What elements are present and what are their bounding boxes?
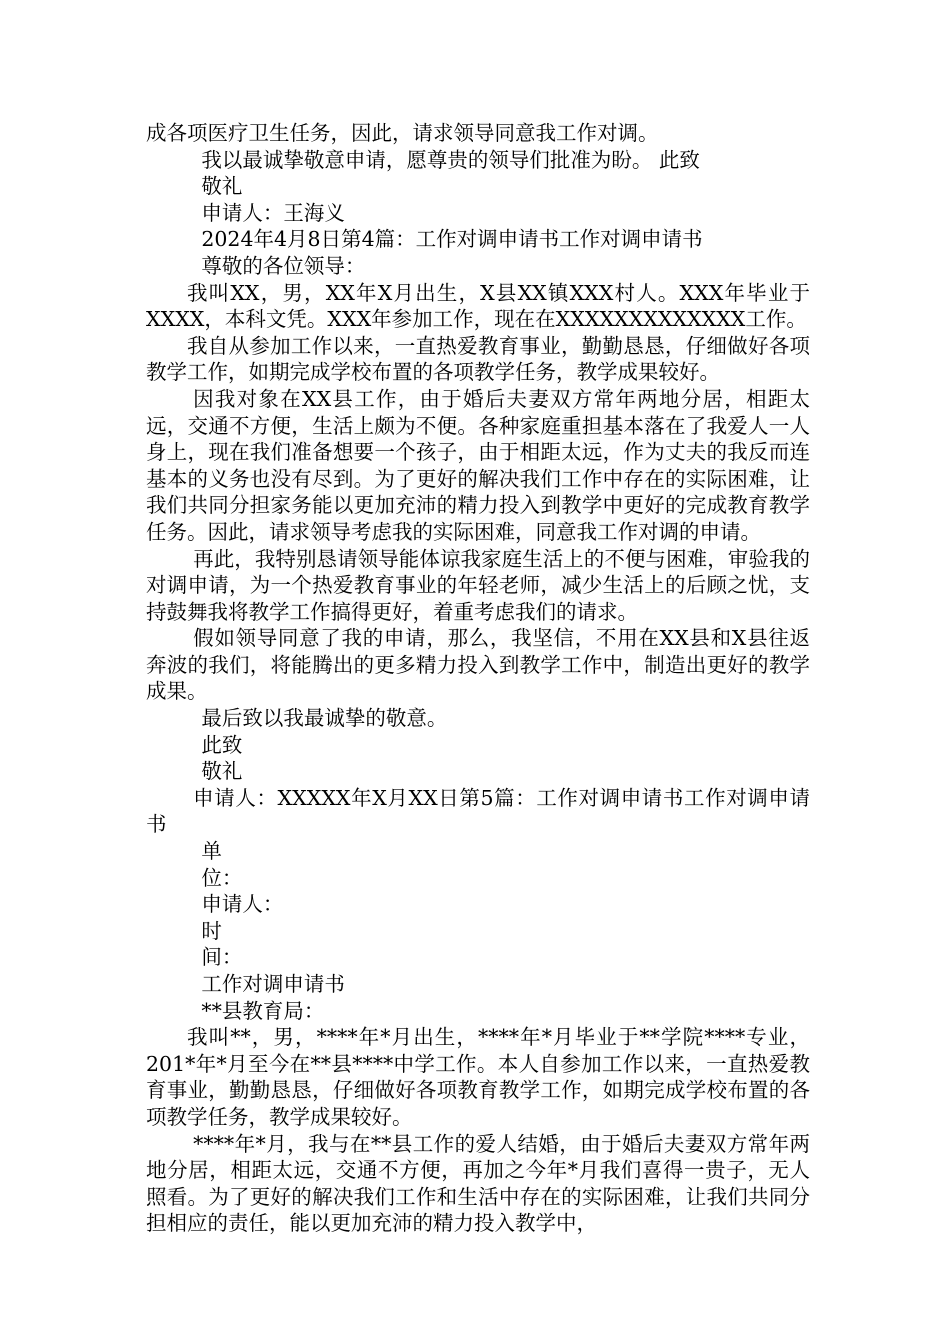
text-line: 敬礼 — [201, 174, 243, 199]
text-line: **县教育局： — [201, 998, 325, 1023]
text-line: 此致 — [201, 732, 243, 757]
paragraph: 我叫**，男，****年*月出生，****年*月毕业于**学院****专业，201*年*月至今在**县****中学工作。本人自参加工作以来，一直热爱教育事业，勤勤恳恳，仔细做好各项教育教学工作，如期完成学校布置的各项教学任务，教学成果较好。 — [146, 1025, 810, 1129]
document-body — [146, 120, 810, 1237]
text-line: 申请人：王海义 — [201, 200, 345, 225]
paragraph: 申请人：XXXXX年X月XX日第5篇：工作对调申请书工作对调申请书 — [146, 785, 810, 837]
text-line: 成各项医疗卫生任务，因此，请求领导同意我工作对调。 — [146, 121, 659, 145]
paragraph: 我自从参加工作以来，一直热爱教育事业，勤勤恳恳，仔细做好各项教学工作，如期完成学校布置的各项教学任务，教学成果较好。 — [146, 333, 810, 385]
paragraph: 假如领导同意了我的申请，那么，我坚信，不用在XX县和X县往返奔波的我们，将能腾出的更多精力投入到教学工作中，制造出更好的教学成果。 — [146, 626, 810, 704]
text-line: 申请人： — [201, 892, 284, 917]
paragraph: ****年*月，我与在**县工作的爱人结婚，由于婚后夫妻双方常年两地分居，相距太远，交通不方便，再加之今年*月我们喜得一贵子，无人照看。为了更好的解决我们工作和生活中存在的实际困难，让我们共同分担相应的责任，能以更加充沛的精力投入教学中， — [146, 1131, 810, 1236]
text-line: 敬礼 — [201, 759, 243, 784]
text-line: 2024年4月8日第4篇：工作对调申请书工作对调申请书 — [201, 227, 703, 252]
paragraph: 因我对象在XX县工作，由于婚后夫妻双方常年两地分居，相距太远，交通不方便，生活上颇为不便。各种家庭重担基本落在了我爱人一人身上，现在我们准备想要一个孩子，由于相距太远，作为丈夫的我反而连基本的义务也没有尽到。为了更好的解决我们工作中存在的实际困难，让我们共同分担家务能以更加充沛的精力投入到教学中更好的完成教育教学任务。因此，请求领导考虑我的实际困难，同意我工作对调的申请。 — [146, 386, 810, 544]
paragraph: 再此，我特别恳请领导能体谅我家庭生活上的不便与困难，审验我的对调申请，为一个热爱教育事业的年轻老师，减少生活上的后顾之忧，支持鼓舞我将教学工作搞得更好，着重考虑我们的请求。 — [146, 546, 810, 624]
text-line: 单 — [201, 839, 222, 864]
text-line: 最后致以我最诚挚的敬意。 — [201, 706, 448, 731]
text-line: 尊敬的各位领导： — [201, 253, 366, 278]
text-line: 我以最诚挚敬意申请，愿尊贵的领导们批准为盼。 此致 — [201, 147, 700, 172]
paragraph: 我叫XX，男，XX年X月出生，X县XX镇XXX村人。XXX年毕业于XXXX，本科文凭。XXX年参加工作，现在在XXXXXXXXXXXXX工作。 — [146, 280, 810, 332]
text-line: 间： — [201, 945, 243, 970]
text-line: 位： — [201, 865, 243, 890]
text-line: 时 — [201, 918, 222, 943]
text-line: 工作对调申请书 — [201, 972, 345, 996]
